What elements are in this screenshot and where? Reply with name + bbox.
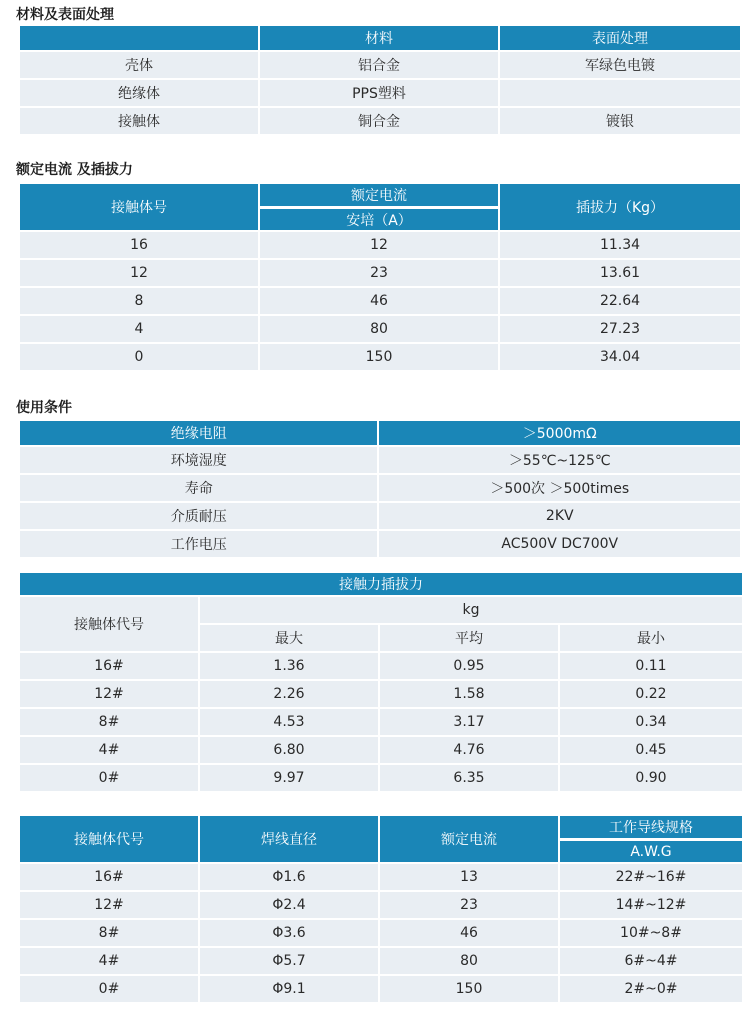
current-force: 11.34: [500, 232, 740, 260]
current-amp: 12: [260, 232, 498, 260]
material-part: 绝缘体: [20, 80, 258, 108]
material-header-material: 材料: [260, 26, 498, 52]
conditions-section-title: 使用条件: [16, 400, 72, 416]
condition-label: 寿命: [20, 475, 377, 503]
current-contact: 0: [20, 344, 258, 372]
material-part: 接触体: [20, 108, 258, 136]
force-code: 4#: [20, 737, 198, 765]
table-row: [20, 864, 742, 892]
wire-diameter: Φ5.7: [200, 948, 378, 976]
current-header-contact: 接触体号: [20, 184, 258, 232]
condition-label: 介质耐压: [20, 503, 377, 531]
force-avg: 3.17: [380, 709, 558, 737]
force-header-avg: 平均: [380, 625, 558, 653]
table-row: [20, 475, 740, 503]
material-material: 铝合金: [260, 52, 498, 80]
current-header-rated: 额定电流: [260, 184, 498, 208]
condition-value: 2KV: [379, 503, 740, 531]
table-row: [20, 976, 742, 1004]
table-row: [20, 681, 742, 709]
table-row: [20, 288, 740, 316]
table-row: [20, 653, 742, 681]
conditions-table: [18, 421, 742, 559]
current-force: 13.61: [500, 260, 740, 288]
table-row: [20, 260, 740, 288]
table-row: [20, 892, 742, 920]
force-code: 12#: [20, 681, 198, 709]
current-contact: 16: [20, 232, 258, 260]
material-header-surface: 表面处理: [500, 26, 740, 52]
table-row: [20, 765, 742, 793]
condition-value: ＞5000mΩ: [379, 421, 740, 447]
force-max: 1.36: [200, 653, 378, 681]
wire-awg: 6#~4#: [560, 948, 742, 976]
table-row: [20, 531, 740, 559]
force-min: 0.45: [560, 737, 742, 765]
force-header-max: 最大: [200, 625, 378, 653]
force-min: 0.11: [560, 653, 742, 681]
current-amp: 80: [260, 316, 498, 344]
table-row: [20, 344, 740, 372]
wire-code: 8#: [20, 920, 198, 948]
condition-value: ＞500次 ＞500times: [379, 475, 740, 503]
force-header-unit: kg: [200, 597, 742, 625]
force-max: 4.53: [200, 709, 378, 737]
wire-diameter: Φ3.6: [200, 920, 378, 948]
table-row: [20, 52, 740, 80]
current-force: 22.64: [500, 288, 740, 316]
condition-value: AC500V DC700V: [379, 531, 740, 559]
current-contact: 8: [20, 288, 258, 316]
material-surface: [500, 80, 740, 108]
table-row: [20, 920, 742, 948]
wire-diameter: Φ2.4: [200, 892, 378, 920]
wire-header-diameter: 焊线直径: [200, 816, 378, 864]
wire-rated: 23: [380, 892, 558, 920]
wire-header-spec: 工作导线规格: [560, 816, 742, 840]
force-table-title: 接触力插拔力: [20, 573, 742, 597]
wire-code: 12#: [20, 892, 198, 920]
force-min: 0.90: [560, 765, 742, 793]
wire-awg: 14#~12#: [560, 892, 742, 920]
material-section-title: 材料及表面处理: [16, 7, 114, 23]
force-avg: 0.95: [380, 653, 558, 681]
wire-awg: 22#~16#: [560, 864, 742, 892]
current-header-amp: 安培（A）: [260, 208, 498, 232]
table-row: [20, 80, 740, 108]
force-header-min: 最小: [560, 625, 742, 653]
force-table: [18, 573, 744, 793]
wire-table: [18, 816, 744, 1004]
material-surface: 军绿色电镀: [500, 52, 740, 80]
force-min: 0.34: [560, 709, 742, 737]
material-surface: 镀银: [500, 108, 740, 136]
material-material: 铜合金: [260, 108, 498, 136]
force-code: 16#: [20, 653, 198, 681]
current-force: 27.23: [500, 316, 740, 344]
wire-diameter: Φ9.1: [200, 976, 378, 1004]
force-avg: 1.58: [380, 681, 558, 709]
current-table: [18, 184, 742, 372]
table-row: [20, 108, 740, 136]
force-code: 8#: [20, 709, 198, 737]
force-code: 0#: [20, 765, 198, 793]
material-material: PPS塑料: [260, 80, 498, 108]
condition-label: 工作电压: [20, 531, 377, 559]
wire-code: 0#: [20, 976, 198, 1004]
wire-code: 16#: [20, 864, 198, 892]
material-part: 壳体: [20, 52, 258, 80]
wire-diameter: Φ1.6: [200, 864, 378, 892]
current-amp: 23: [260, 260, 498, 288]
current-contact: 4: [20, 316, 258, 344]
wire-header-rated: 额定电流: [380, 816, 558, 864]
table-row: [20, 737, 742, 765]
wire-rated: 46: [380, 920, 558, 948]
current-section-title: 额定电流 及插拔力: [16, 162, 133, 178]
table-row: [20, 709, 742, 737]
force-header-code: 接触体代号: [20, 597, 198, 653]
wire-header-awg: A.W.G: [560, 840, 742, 864]
table-row: [20, 447, 740, 475]
condition-label: 环境湿度: [20, 447, 377, 475]
current-amp: 150: [260, 344, 498, 372]
table-row: [20, 421, 740, 447]
wire-awg: 10#~8#: [560, 920, 742, 948]
table-row: [20, 232, 740, 260]
wire-awg: 2#~0#: [560, 976, 742, 1004]
force-min: 0.22: [560, 681, 742, 709]
table-row: [20, 948, 742, 976]
force-max: 9.97: [200, 765, 378, 793]
force-avg: 6.35: [380, 765, 558, 793]
wire-rated: 13: [380, 864, 558, 892]
condition-label: 绝缘电阻: [20, 421, 377, 447]
force-max: 2.26: [200, 681, 378, 709]
condition-value: ＞55℃~125℃: [379, 447, 740, 475]
wire-rated: 150: [380, 976, 558, 1004]
current-contact: 12: [20, 260, 258, 288]
wire-rated: 80: [380, 948, 558, 976]
force-avg: 4.76: [380, 737, 558, 765]
wire-code: 4#: [20, 948, 198, 976]
current-header-force: 插拔力（Kg）: [500, 184, 740, 232]
table-row: [20, 503, 740, 531]
wire-header-code: 接触体代号: [20, 816, 198, 864]
table-row: [20, 316, 740, 344]
material-header-blank: [20, 26, 258, 52]
current-force: 34.04: [500, 344, 740, 372]
current-amp: 46: [260, 288, 498, 316]
force-max: 6.80: [200, 737, 378, 765]
material-table: [18, 26, 742, 136]
